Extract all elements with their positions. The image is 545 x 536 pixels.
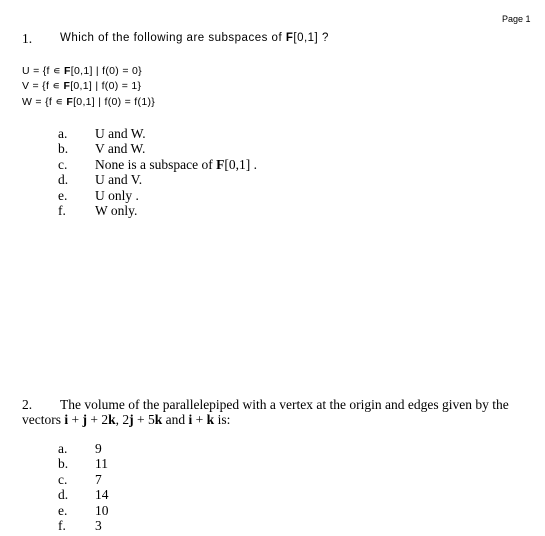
option-letter: c. — [58, 471, 68, 487]
vector-k: k — [206, 412, 215, 427]
option-letter: a. — [58, 126, 68, 141]
question-2-number: 2. — [22, 397, 33, 412]
question-1-number: 1. — [22, 31, 33, 46]
option-letter: b. — [58, 456, 69, 472]
conjunction: and — [162, 412, 189, 427]
option-letter: d. — [58, 172, 69, 188]
set-w-prefix: W = {f ∊ — [22, 96, 67, 108]
set-definition-w — [22, 96, 155, 108]
option-text: 14 — [95, 487, 109, 503]
set-w-condition: [0,1] | f(0) = f(1)} — [73, 96, 156, 108]
question-2-prefix: vectors — [22, 412, 65, 427]
set-definition-v — [22, 80, 141, 92]
option-letter: d. — [58, 487, 69, 503]
operator: + — [68, 412, 83, 427]
option-text: 3 — [95, 518, 102, 534]
set-definition-u — [22, 65, 142, 77]
option-text: U and V. — [95, 172, 143, 188]
question-2-suffix: is: — [214, 412, 231, 427]
option-letter: f. — [58, 518, 66, 534]
question-1-prompt: Which of the following are subspaces of — [60, 32, 286, 44]
set-v-prefix: V = {f ∊ — [22, 80, 64, 92]
option-text: W only. — [95, 203, 138, 219]
separator: , 2 — [115, 412, 130, 427]
option-letter: f. — [58, 203, 66, 219]
option-letter: c. — [58, 156, 68, 172]
field-symbol: F — [285, 32, 294, 44]
field-symbol: F — [216, 156, 225, 172]
question-2-line-1: The volume of the parallelepiped with a vertex at the origin and edges given by the — [60, 397, 509, 412]
vector-i: i — [64, 412, 69, 427]
operator: + 5 — [133, 412, 155, 427]
option-text: 9 — [95, 441, 102, 456]
option-letter: e. — [58, 502, 68, 518]
option-text: U and W. — [95, 126, 146, 141]
question-1-text — [60, 32, 329, 44]
option-text: 11 — [95, 456, 108, 472]
vector-k: k — [154, 412, 163, 427]
question-1-option-texts — [95, 126, 257, 218]
field-symbol: F — [64, 65, 71, 77]
set-u-prefix: U = {f ∊ — [22, 65, 65, 77]
interval-text: [0,1] ? — [293, 32, 329, 44]
option-letter: a. — [58, 441, 68, 456]
set-u-condition: [0,1] | f(0) = 0} — [70, 65, 142, 77]
set-v-condition: [0,1] | f(0) = 1} — [70, 80, 142, 92]
vector-j: j — [129, 412, 134, 427]
option-text: 10 — [95, 502, 109, 518]
operator: + — [192, 412, 207, 427]
vector-j: j — [82, 412, 87, 427]
question-2-option-letters — [58, 441, 68, 533]
vector-k: k — [108, 412, 116, 427]
field-symbol: F — [63, 80, 71, 92]
option-text-prefix: None is a subspace of — [95, 156, 217, 172]
page-number: Page 1 — [502, 14, 531, 24]
option-text: 7 — [95, 471, 102, 487]
field-symbol: F — [66, 96, 74, 108]
option-text: V and W. — [95, 141, 146, 157]
question-1-option-letters — [58, 126, 68, 218]
question-2-option-texts — [95, 441, 109, 533]
option-text-suffix: [0,1] . — [224, 156, 257, 172]
option-letter: e. — [58, 187, 68, 203]
operator: + 2 — [87, 412, 109, 427]
option-text — [95, 157, 257, 172]
option-text: U only . — [95, 187, 139, 203]
option-letter: b. — [58, 141, 69, 157]
vector-i: i — [188, 412, 193, 427]
question-2-line-2 — [22, 412, 230, 428]
